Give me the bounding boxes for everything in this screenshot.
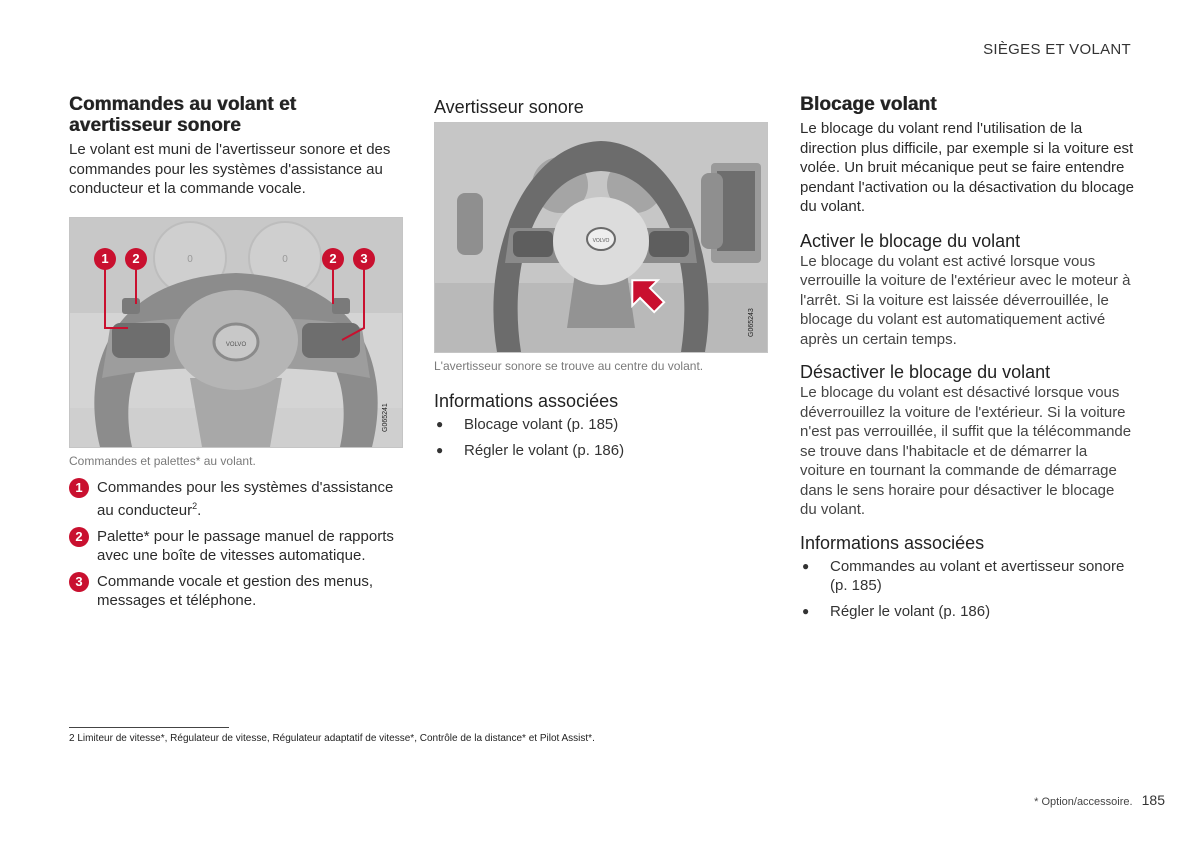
heading-activate-lock: Activer le blocage du volant — [800, 230, 1021, 251]
related-link[interactable]: Régler le volant (p. 186) — [830, 602, 991, 620]
list-item[interactable] — [434, 441, 768, 461]
bullet-icon: ● — [802, 603, 810, 618]
list-item — [69, 572, 403, 611]
volvo-logo-text: VOLVO — [225, 341, 247, 348]
related-list-lock — [800, 557, 1134, 622]
svg-text:0: 0 — [187, 253, 193, 265]
text-deactivate-lock: Le blocage du volant est désactivé lorsque vous déverrouillez la voiture de l'extérieur. Si la voiture n'est pas verrouillée, il suffit que la télécommande se trouve dans l'habitacle et de démarrer la voiture en tournant la commande de démarrage dans le sens horaire pour désactiver le blocage du volant. — [800, 384, 1132, 518]
heading-related-horn: Informations associées — [434, 391, 619, 411]
item-number-badge: 3 — [69, 572, 89, 592]
footnote-number: 2 — [69, 733, 75, 744]
list-item[interactable] — [434, 415, 768, 435]
column-steering-lock — [800, 94, 1134, 627]
marker-2-right: 2 — [322, 248, 344, 270]
section-header: SIÈGES ET VOLANT — [983, 41, 1131, 58]
list-item — [69, 527, 403, 566]
list-item-text: Commandes pour les systèmes d'assistance au conducteur$^2$. — [97, 478, 394, 519]
horn-illustration — [435, 123, 767, 352]
list-item[interactable] — [800, 557, 1134, 596]
marker-3: 3 — [353, 248, 375, 270]
list-item-text: Palette* pour le passage manuel de rapports avec une boîte de vitesses automatique. — [97, 527, 394, 564]
heading-steering-controls: Commandes au volant et avertisseur sonore — [69, 94, 297, 136]
footnote-text: Limiteur de vitesse*, Régulateur de vitesse, Régulateur adaptatif de vitesse*, Contrôle de la distance* et Pilot Assist*. — [77, 733, 595, 744]
marker-1: 1 — [94, 248, 116, 270]
item-number-badge: 2 — [69, 527, 89, 547]
figure-caption-controls: Commandes et palettes* au volant. — [69, 453, 256, 468]
volvo-logo-text-small: VOLVO — [592, 238, 610, 244]
steering-wheel-controls-illustration — [70, 218, 402, 447]
list-item[interactable] — [800, 602, 1134, 622]
figure-caption-horn: L'avertisseur sonore se trouve au centre du volant. — [434, 359, 704, 373]
figure-code: G065241 — [382, 402, 389, 432]
heading-deactivate-lock: Désactiver le blocage du volant — [800, 362, 1051, 382]
heading-horn: Avertisseur sonore — [434, 97, 584, 117]
figure-horn — [434, 122, 768, 353]
figure-steering-wheel-controls — [69, 217, 403, 448]
list-item — [69, 478, 403, 521]
footnote-ref[interactable]: 2 — [192, 501, 198, 511]
text-activate-lock: Le blocage du volant est activé lorsque vous verrouille la voiture de l'extérieur avec le moteur à l'arrêt. Si la voiture est laissée déverrouillée, le blocage du volant est automatiquement activé après un certain temps. — [800, 252, 1131, 348]
bullet-icon: ● — [436, 417, 444, 431]
controls-list — [69, 478, 403, 611]
bullet-icon: ● — [436, 442, 444, 457]
related-link[interactable]: Blocage volant (p. 185) — [464, 416, 619, 433]
related-link[interactable]: Régler le volant (p. 186) — [464, 441, 625, 459]
footnote — [69, 733, 595, 744]
figure-code: G065243 — [748, 308, 755, 337]
intro-steering-lock: Le blocage du volant rend l'utilisation de la direction plus difficile, par exemple si la voiture est volée. Un bruit mécanique peut se faire entendre pendant l'activation ou la désactivation du blocage du volant. — [800, 120, 1134, 215]
column-horn — [434, 94, 768, 466]
svg-text:0: 0 — [282, 253, 288, 265]
item-number-badge: 1 — [69, 478, 89, 498]
footer-note: * Option/accessoire. — [1034, 796, 1133, 808]
related-link[interactable]: Commandes au volant et avertisseur sonore (p. 185) — [830, 557, 1125, 594]
footnote-divider — [69, 727, 229, 728]
list-item-text: Commande vocale et gestion des menus, messages et téléphone. — [97, 572, 373, 609]
column-steering-controls — [69, 94, 403, 617]
intro-steering-controls: Le volant est muni de l'avertisseur sonore et des commandes pour les systèmes d'assistance au conducteur et la commande vocale. — [69, 141, 391, 197]
page-number: 185 — [1141, 792, 1165, 808]
marker-2-left: 2 — [125, 248, 147, 270]
page-footer — [1034, 792, 1165, 808]
heading-steering-lock: Blocage volant — [800, 94, 937, 115]
related-list-horn — [434, 415, 768, 460]
bullet-icon: ● — [802, 558, 810, 573]
heading-related-lock: Informations associées — [800, 532, 985, 553]
